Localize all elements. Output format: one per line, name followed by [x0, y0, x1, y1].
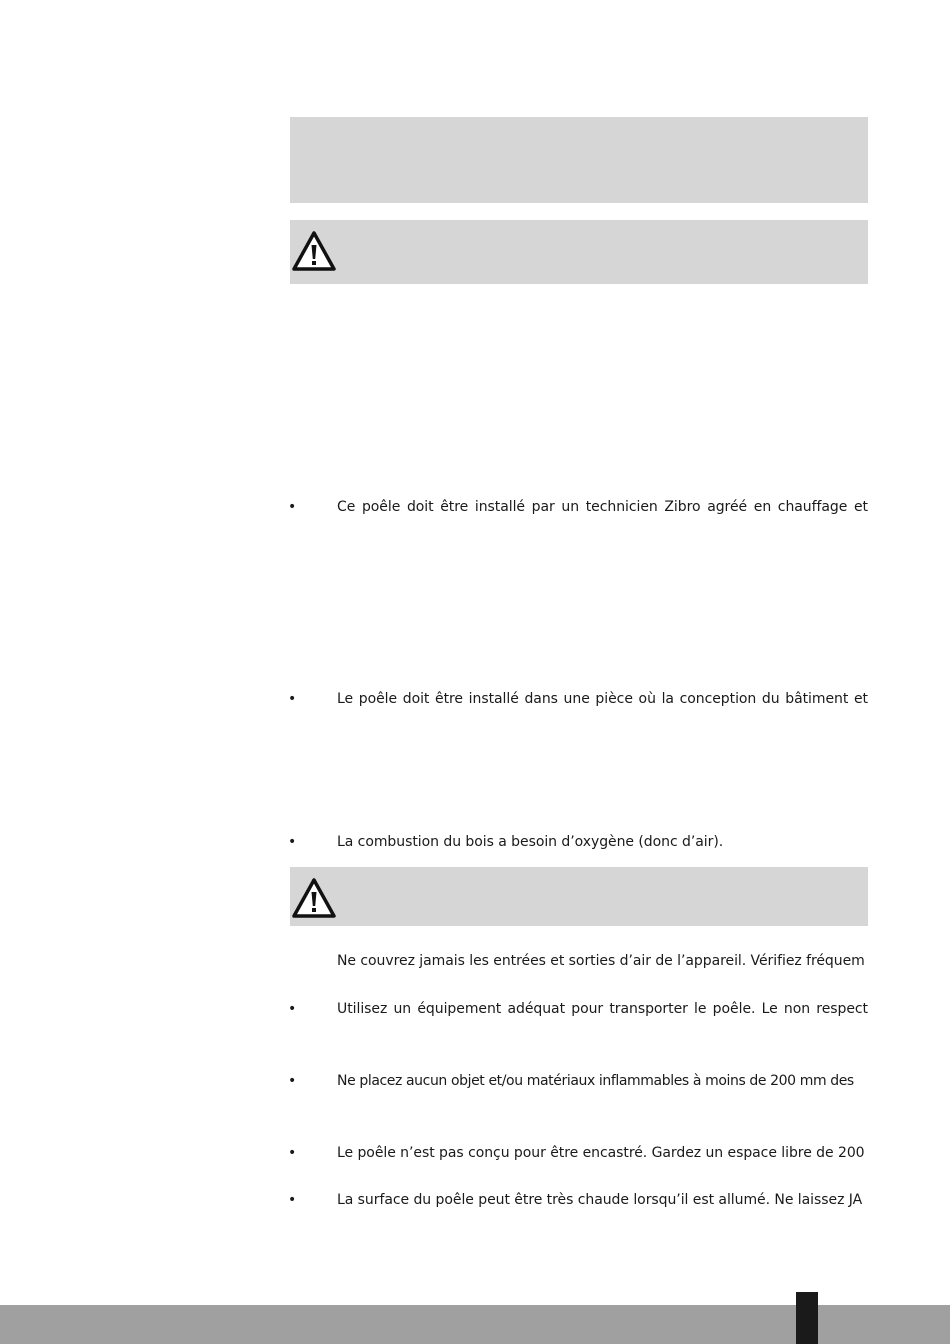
paragraph-transport: Utilisez un équipement adéquat pour transporter le poêle. Le non respect [337, 1001, 868, 1017]
paragraph-installation-room: Le poêle doit être installé dans une pièce où la conception du bâtiment et [337, 691, 868, 707]
page-marker-tab [796, 1292, 818, 1344]
paragraph-flammable-distance: Ne placez aucun objet et/ou matériaux inflammables à moins de 200 mm des [337, 1073, 854, 1089]
paragraph-combustion-oxygen: La combustion du bois a besoin d’oxygène (donc d’air). [337, 834, 724, 850]
header-band [290, 117, 868, 203]
bullet: • [288, 834, 297, 850]
warning-triangle-icon [292, 877, 336, 919]
bullet: • [288, 1001, 297, 1017]
warning-triangle-icon [292, 230, 336, 272]
bullet: • [288, 1145, 297, 1161]
bullet: • [288, 499, 297, 515]
paragraph-air-vents: Ne couvrez jamais les entrées et sorties d’air de l’appareil. Vérifiez fréquem [337, 953, 865, 969]
paragraph-hot-surface: La surface du poêle peut être très chaude lorsqu’il est allumé. Ne laissez JA [337, 1192, 863, 1208]
bullet: • [288, 691, 297, 707]
warning-band [290, 220, 868, 284]
paragraph-not-built-in: Le poêle n’est pas conçu pour être encastré. Gardez un espace libre de 200 [337, 1145, 865, 1161]
bullet: • [288, 1192, 297, 1208]
paragraph-installation-technician: Ce poêle doit être installé par un technicien Zibro agréé en chauffage et [337, 499, 868, 515]
warning-band [290, 867, 868, 926]
bullet: • [288, 1073, 297, 1089]
